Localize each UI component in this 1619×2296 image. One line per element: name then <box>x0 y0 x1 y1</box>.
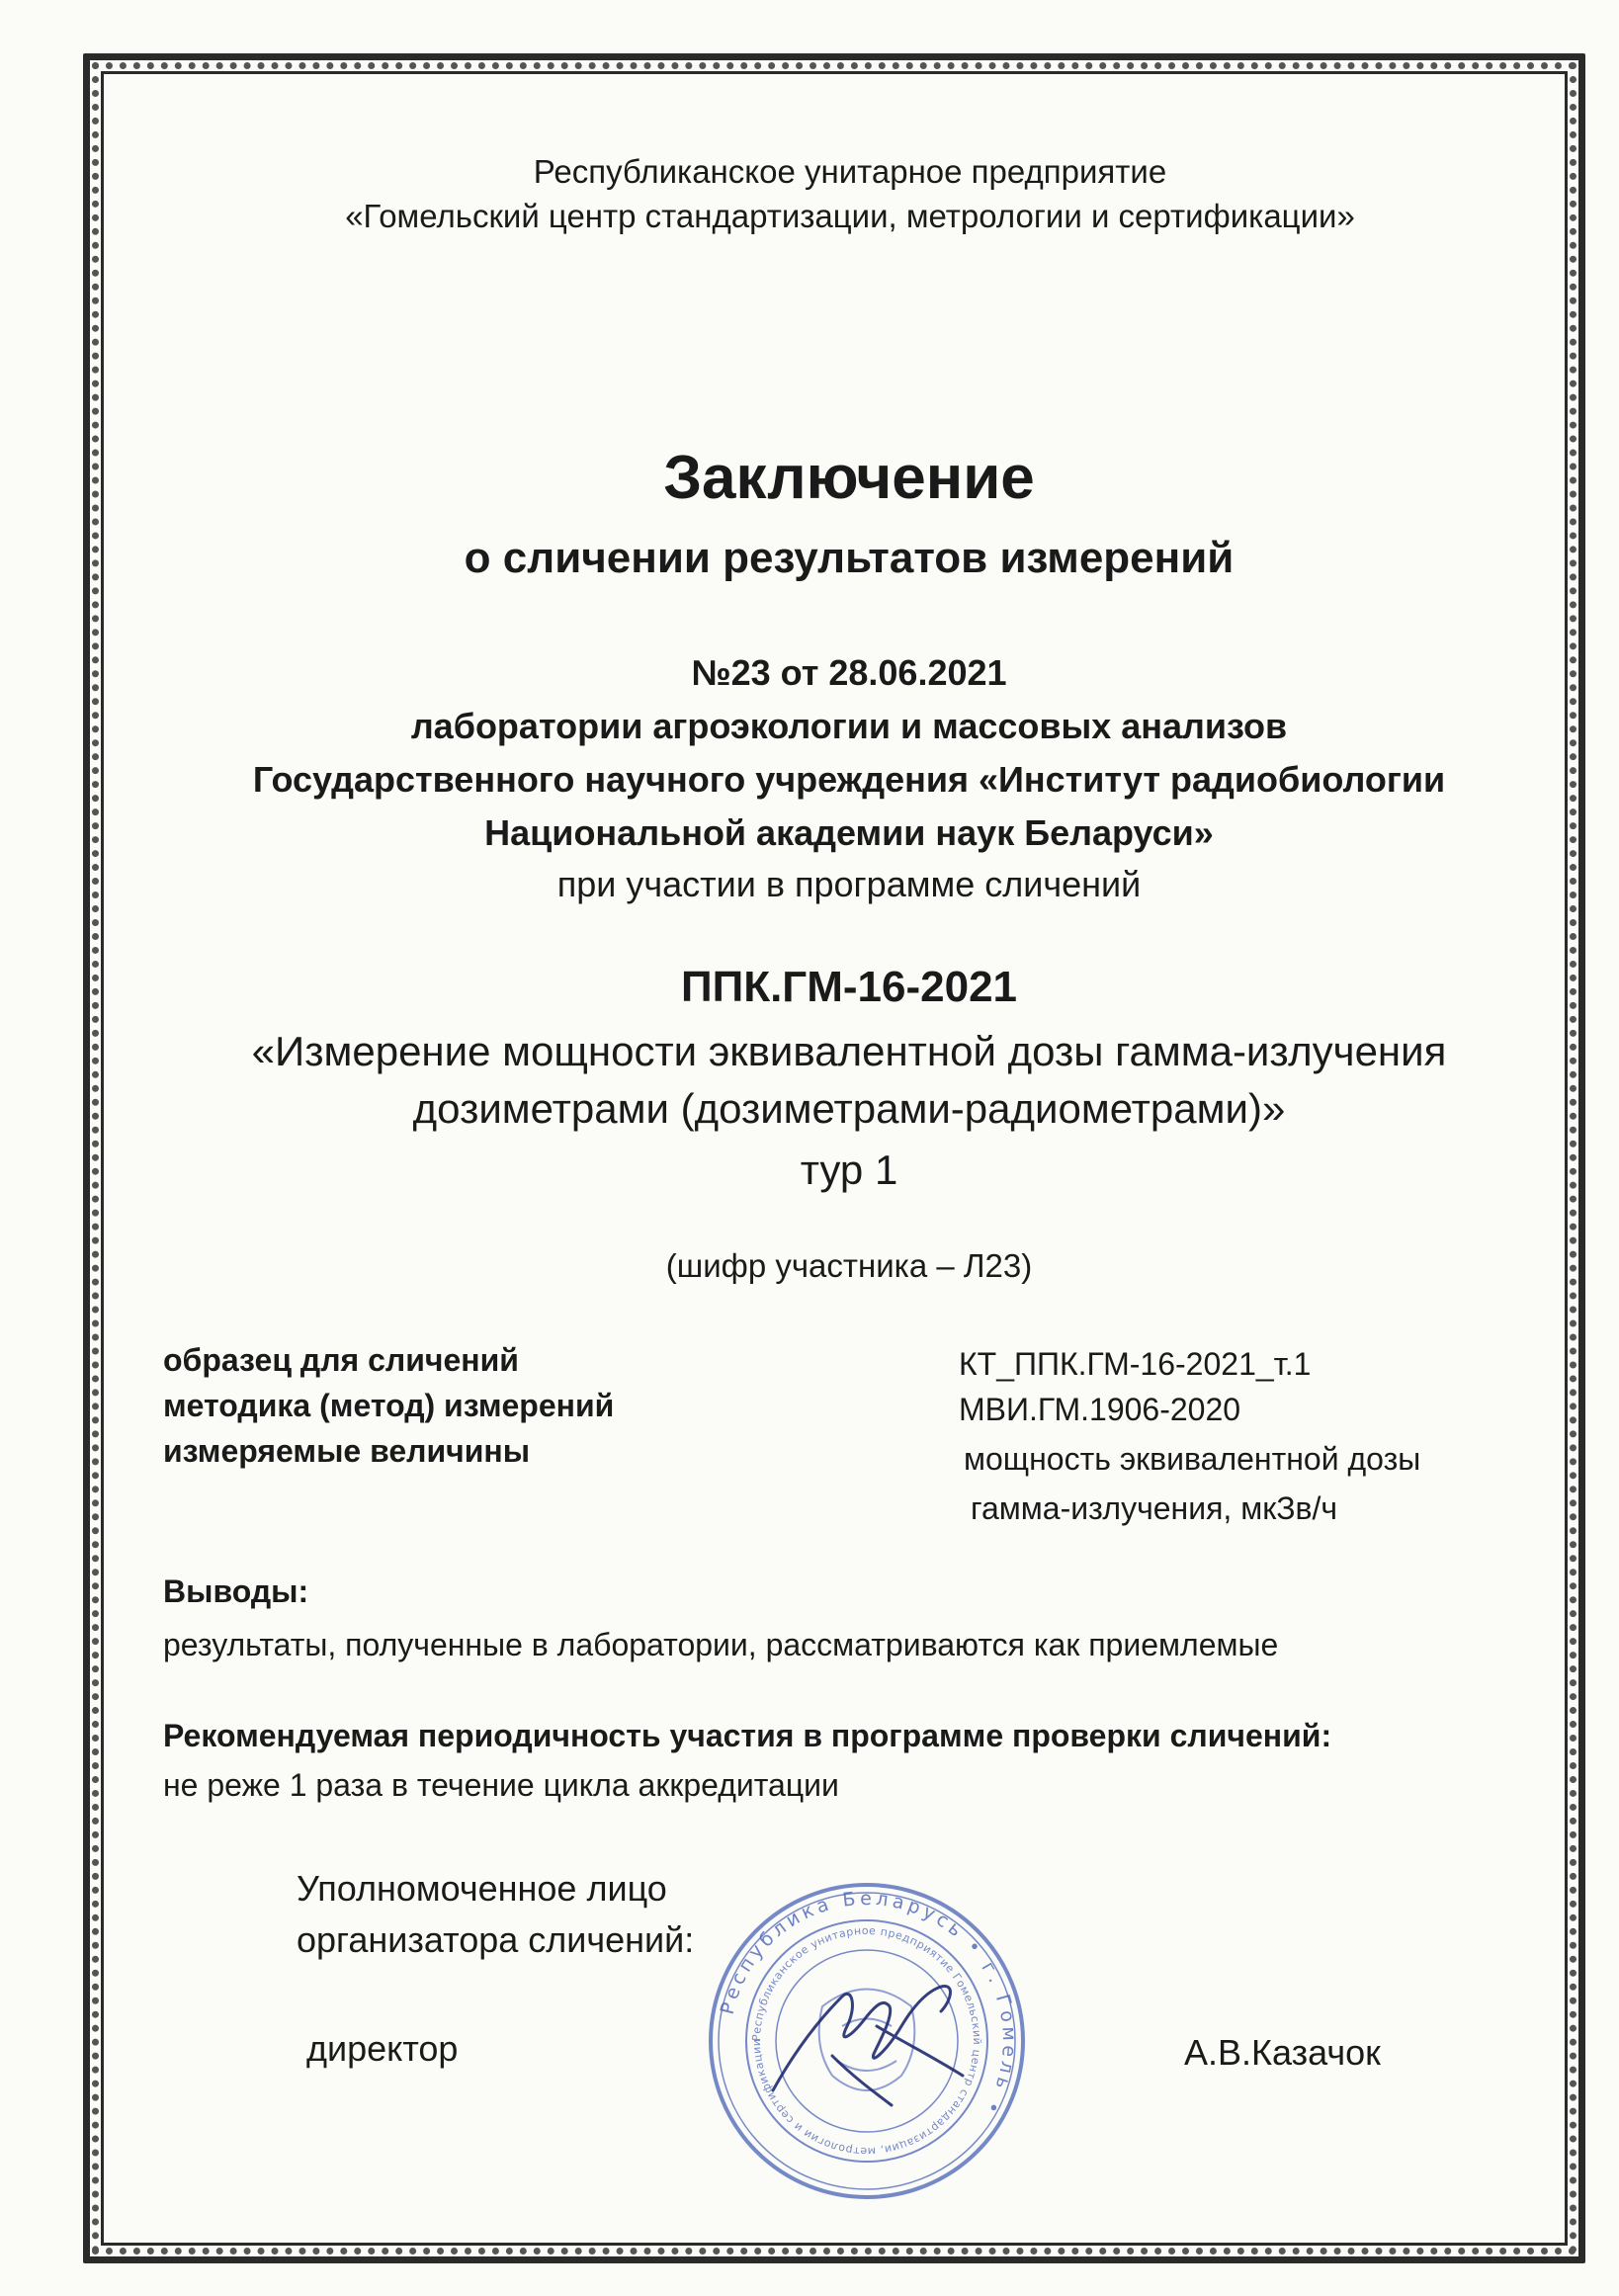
recommendation-text: не реже 1 раза в течение цикла аккредитации <box>163 1767 839 1803</box>
participant-cipher: (шифр участника – Л23) <box>665 1247 1033 1284</box>
organization-line-2: «Гомельский центр стандартизации, метрологии и сертификации» <box>345 198 1355 234</box>
signer-position: директор <box>306 2028 459 2069</box>
conclusions-text: результаты, полученные в лаборатории, рассматриваются как приемлемые <box>163 1627 1279 1662</box>
program-tour: тур 1 <box>800 1147 898 1193</box>
laboratory-line-1: лаборатории агроэкологии и массовых анализов <box>410 706 1288 746</box>
program-title-line-1: «Измерение мощности эквивалентной дозы гамма-излучения <box>251 1028 1447 1074</box>
signer-name: А.В.Казачок <box>1184 2032 1381 2073</box>
stamp-outer-text: Республика Беларусь • г. Гомель • <box>716 1887 1021 2121</box>
label-quantity: измеряемые величины <box>163 1433 531 1469</box>
document-number: №23 от 28.06.2021 <box>691 652 1007 693</box>
value-method: МВИ.ГМ.1906-2020 <box>959 1392 1241 1427</box>
document-subtitle: о сличении результатов измерений <box>464 534 1235 582</box>
label-sample: образец для сличений <box>163 1342 519 1378</box>
recommendation-heading: Рекомендуемая периодичность участия в программе проверки сличений: <box>163 1718 1332 1753</box>
official-stamp <box>704 1878 1030 2204</box>
stamp-inner-text: Республиканское унитарное предприятие Гомельский центр стандартизации, метрологии и сертификации <box>749 1923 984 2159</box>
value-sample: КТ_ППК.ГМ-16-2021_т.1 <box>959 1346 1312 1382</box>
label-method: методика (метод) измерений <box>163 1388 615 1423</box>
conclusions-heading: Выводы: <box>163 1573 309 1609</box>
laboratory-line-2: Государственного научного учреждения «Институт радиобиологии <box>252 759 1446 800</box>
value-quantity-line-2: гамма-излучения, мкЗв/ч <box>971 1490 1338 1526</box>
signature-scribble <box>773 1986 963 2105</box>
authorized-person-line-1: Уполномоченное лицо <box>297 1868 667 1909</box>
laboratory-line-3: Национальной академии наук Беларуси» <box>484 812 1214 853</box>
organization-line-1: Республиканское унитарное предприятие <box>533 153 1167 190</box>
authorized-person-line-2: организатора сличений: <box>297 1919 695 1960</box>
participation-text: при участии в программе сличений <box>556 864 1142 904</box>
value-quantity-line-1: мощность эквивалентной дозы <box>964 1441 1421 1477</box>
program-title-line-2: дозиметрами (дозиметрами-радиометрами)» <box>412 1085 1286 1132</box>
program-code: ППК.ГМ-16-2021 <box>680 963 1018 1011</box>
document-title: Заключение <box>663 444 1035 512</box>
